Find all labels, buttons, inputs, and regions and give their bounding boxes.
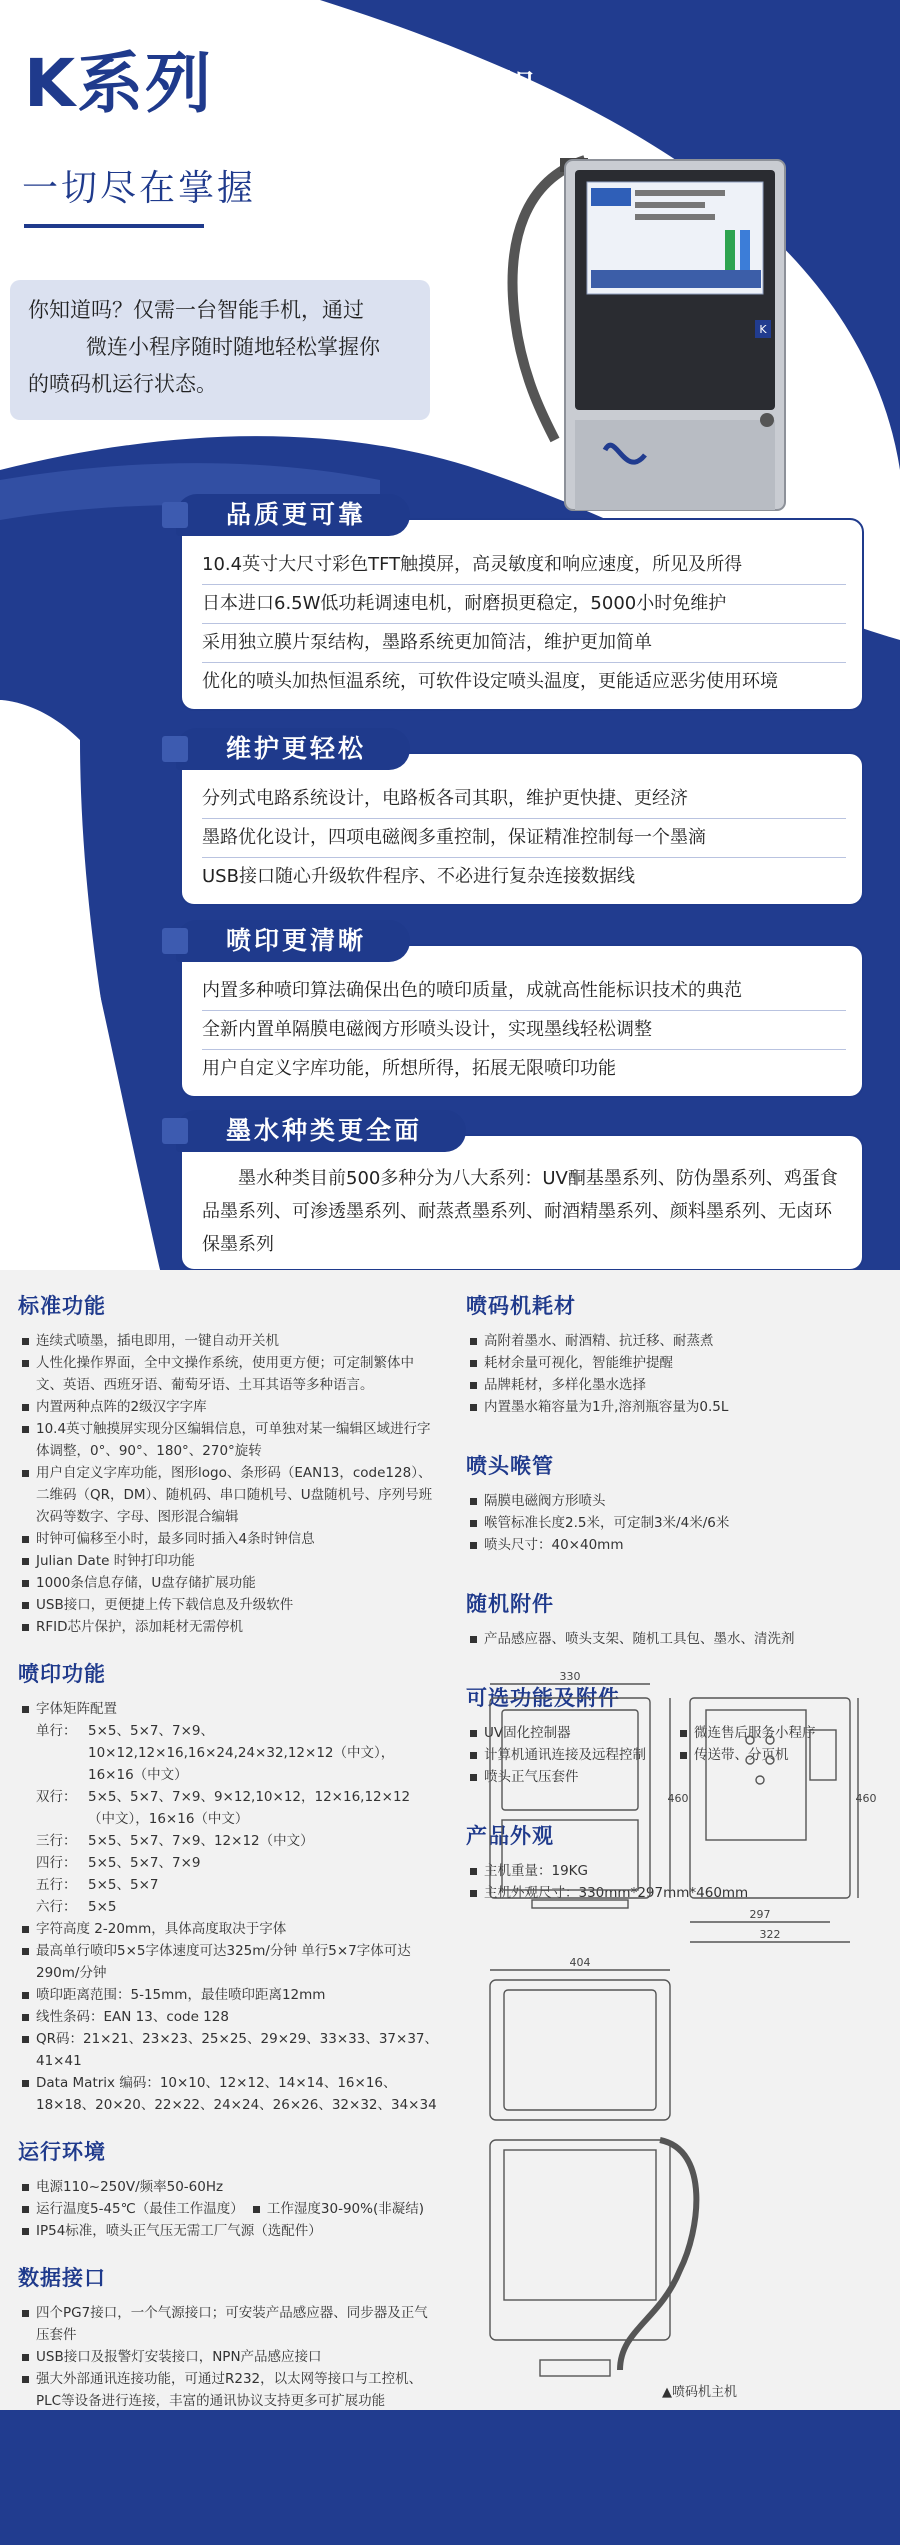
printing-item: 喷印距离范围：5-15mm，最佳喷印距离12mm (18, 1984, 438, 2006)
standard-item: 用户自定义字库功能，图形logo、条形码（EAN13，code128）、二维码（QR，DM）、随机码、串口随机号、U盘随机号、序列号班次码等数字、字母、图形混合编辑 (18, 1462, 438, 1528)
dim-460-a: 460 (667, 1792, 689, 1805)
section-maintenance-row: USB接口随心升级软件程序、不必进行复杂连接数据线 (202, 866, 635, 887)
nozzle-title: 喷头喉管 (466, 1454, 554, 1478)
intro-line-1: 你知道吗？仅需一台智能手机，通过 (28, 298, 364, 322)
font-row: 单行： 5×5、5×7、7×9、10×12,12×16,16×24,24×32,12×12（中文），16×16（中文） (36, 1723, 395, 1783)
title-main: K系列 (24, 45, 214, 122)
font-row: 五行： 5×5、5×7 (36, 1877, 159, 1893)
intro-line-3: 的喷码机运行状态。 (28, 372, 217, 396)
section-quality-row: 日本进口6.5W低功耗调速电机，耐磨损更稳定，5000小时免维护 (202, 585, 846, 624)
nozzle-item: 喷头尺寸：40×40mm (466, 1534, 886, 1556)
printing-item: QR码：21×21、23×23、25×25、29×29、33×33、37×37、41×41 (18, 2028, 438, 2072)
standard-item: Julian Date 时钟打印功能 (18, 1550, 438, 1572)
standard-item: 10.4英寸触摸屏实现分区编辑信息，可单独对某一编辑区域进行字体调整，0°、90°、180°、270°旋转 (18, 1418, 438, 1462)
section-quality (180, 500, 864, 711)
dim-322: 322 (759, 1928, 781, 1941)
consumables-title: 喷码机耗材 (466, 1294, 576, 1318)
consumables-item: 高附着墨水、耐酒精、抗迁移、耐蒸煮 (466, 1330, 886, 1352)
diagram-caption: ▲喷码机主机 (662, 2385, 737, 2400)
standard-item: 1000条信息存储，U盘存储扩展功能 (18, 1572, 438, 1594)
section-ink (180, 1116, 864, 1271)
accessories-title: 随机附件 (466, 1592, 554, 1616)
section-ink-title: 墨水种类更全面 (176, 1110, 466, 1152)
title-sub: 小字符喷码机 (272, 66, 543, 115)
dimension-drawing (470, 1670, 877, 2400)
font-row: 六行： 5×5 (36, 1899, 117, 1915)
font-matrix-label: 字体矩阵配置 (18, 1698, 438, 1720)
slogan-underline (24, 224, 204, 228)
font-row: 双行： 5×5、5×7、7×9、9×12,10×12，12×16,12×12（中文），16×16（中文） (36, 1789, 411, 1827)
printing-title: 喷印功能 (18, 1662, 106, 1686)
spec-left-column (18, 1270, 438, 2412)
interface-item: USB接口及报警灯安装接口，NPN产品感应接口 (18, 2346, 438, 2368)
dim-297: 297 (749, 1908, 771, 1921)
intro-line-2: 微连小程序随时随地轻松掌握你 (86, 335, 380, 359)
nozzle-item: 喉管标准长度2.5米，可定制3米/4米/6米 (466, 1512, 886, 1534)
section-quality-row: 优化的喷头加热恒温系统，可软件设定喷头温度，更能适应恶劣使用环境 (202, 671, 778, 692)
appearance-item: 主机外观尺寸：330mm*297mm*460mm (466, 1882, 886, 1904)
standard-item: 内置两种点阵的2级汉字字库 (18, 1396, 438, 1418)
consumables-item: 内置墨水箱容量为1升,溶剂瓶容量为0.5L (466, 1396, 886, 1418)
interface-item: 强大外部通讯连接功能，可通过R232，以太网等接口与工控机、PLC等设备进行连接，丰富的通讯协议支持更多可扩展功能 (18, 2368, 438, 2412)
dim-460-b: 460 (855, 1792, 877, 1805)
hero-section (0, 0, 900, 1270)
section-clarity-title: 喷印更清晰 (176, 920, 410, 962)
standard-item: RFID芯片保护，添加耗材无需停机 (18, 1616, 438, 1638)
section-maintenance-row: 分列式电路系统设计，电路板各司其职，维护更快捷、更经济 (202, 780, 846, 819)
dim-404: 404 (569, 1956, 591, 1969)
section-clarity (180, 926, 864, 1098)
consumables-item: 品牌耗材，多样化墨水选择 (466, 1374, 886, 1396)
standard-item: 人性化操作界面，全中文操作系统，使用更方便；可定制繁体中文、英语、西班牙语、葡萄牙语、土耳其语等多种语言。 (18, 1352, 438, 1396)
printing-item: 字符高度 2-20mm，具体高度取决于字体 (18, 1918, 438, 1940)
section-maintenance-title: 维护更轻松 (176, 728, 410, 770)
printer-badge: K (759, 323, 767, 336)
section-maintenance-row: 墨路优化设计，四项电磁阀多重控制，保证精准控制每一个墨滴 (202, 819, 846, 858)
appearance-item: 主机重量：19KG (466, 1860, 886, 1882)
printing-item: 线性条码：EAN 13、code 128 (18, 2006, 438, 2028)
accessories-item: 产品感应器、喷头支架、随机工具包、墨水、清洗剂 (466, 1628, 886, 1650)
font-row: 四行： 5×5、5×7、7×9 (36, 1855, 201, 1871)
environment-item: 工作湿度30-90%(非凝结) (249, 2198, 438, 2220)
standard-item: 连续式喷墨，插电即用，一键自动开关机 (18, 1330, 438, 1352)
appearance-title: 产品外观 (466, 1824, 554, 1848)
section-clarity-row: 用户自定义字库功能，所想所得，拓展无限喷印功能 (202, 1058, 616, 1079)
environment-pair (18, 2198, 438, 2220)
options-item: 计算机通讯连接及远程控制 (466, 1744, 676, 1766)
options-item: 喷头正气压套件 (466, 1766, 886, 1788)
section-quality-title: 品质更可靠 (176, 494, 410, 536)
standard-title: 标准功能 (18, 1294, 106, 1318)
standard-item: 时钟可偏移至小时，最多同时插入4条时钟信息 (18, 1528, 438, 1550)
consumables-item: 耗材余量可视化，智能维护提醒 (466, 1352, 886, 1374)
interface-item: 四个PG7接口，一个气源接口；可安装产品感应器、同步器及正气压套件 (18, 2302, 438, 2346)
section-clarity-row: 全新内置单隔膜电磁阀方形喷头设计，实现墨线轻松调整 (202, 1011, 846, 1050)
intro-box (10, 280, 430, 420)
interface-title: 数据接口 (18, 2266, 106, 2290)
section-clarity-row: 内置多种喷印算法确保出色的喷印质量，成就高性能标识技术的典范 (202, 972, 846, 1011)
section-quality-row: 10.4英寸大尺寸彩色TFT触摸屏，高灵敏度和响应速度，所见及所得 (202, 546, 846, 585)
printing-item: 最高单行喷印5×5字体速度可达325m/分钟 单行5×7字体可达290m/分钟 (18, 1940, 438, 1984)
section-ink-text: 墨水种类目前500多种分为八大系列：UV酮基墨系列、防伪墨系列、鸡蛋食品墨系列、可渗透墨系列、耐蒸煮墨系列、耐酒精墨系列、颜料墨系列、无卤环保墨系列 (202, 1168, 838, 1255)
dim-330: 330 (559, 1670, 581, 1683)
options-item: 微连售后服务小程序 (676, 1722, 886, 1744)
options-title: 可选功能及附件 (466, 1686, 620, 1710)
printer-image (505, 120, 805, 510)
environment-item: 电源110~250V/频率50-60Hz (18, 2176, 438, 2198)
font-row: 三行： 5×5、5×7、7×9、12×12（中文） (36, 1833, 314, 1849)
environment-item: 运行温度5-45℃（最佳工作温度） (18, 2198, 249, 2220)
footer-band (0, 2410, 900, 2545)
options-item: 传送带、分页机 (676, 1744, 886, 1766)
section-quality-row: 采用独立膜片泵结构，墨路系统更加简洁，维护更加简单 (202, 624, 846, 663)
section-maintenance (180, 734, 864, 906)
options-item: UV固化控制器 (466, 1722, 676, 1744)
printing-item: Data Matrix 编码：10×10、12×12、14×14、16×16、18×18、20×20、22×22、24×24、26×26、32×32、34×34 (18, 2072, 438, 2116)
environment-title: 运行环境 (18, 2140, 106, 2164)
environment-item: IP54标准，喷头正气压无需工厂气源（选配件） (18, 2220, 438, 2242)
slogan: 一切尽在掌握 (22, 168, 257, 209)
standard-item: USB接口，更便捷上传下载信息及升级软件 (18, 1594, 438, 1616)
nozzle-item: 隔膜电磁阀方形喷头 (466, 1490, 886, 1512)
